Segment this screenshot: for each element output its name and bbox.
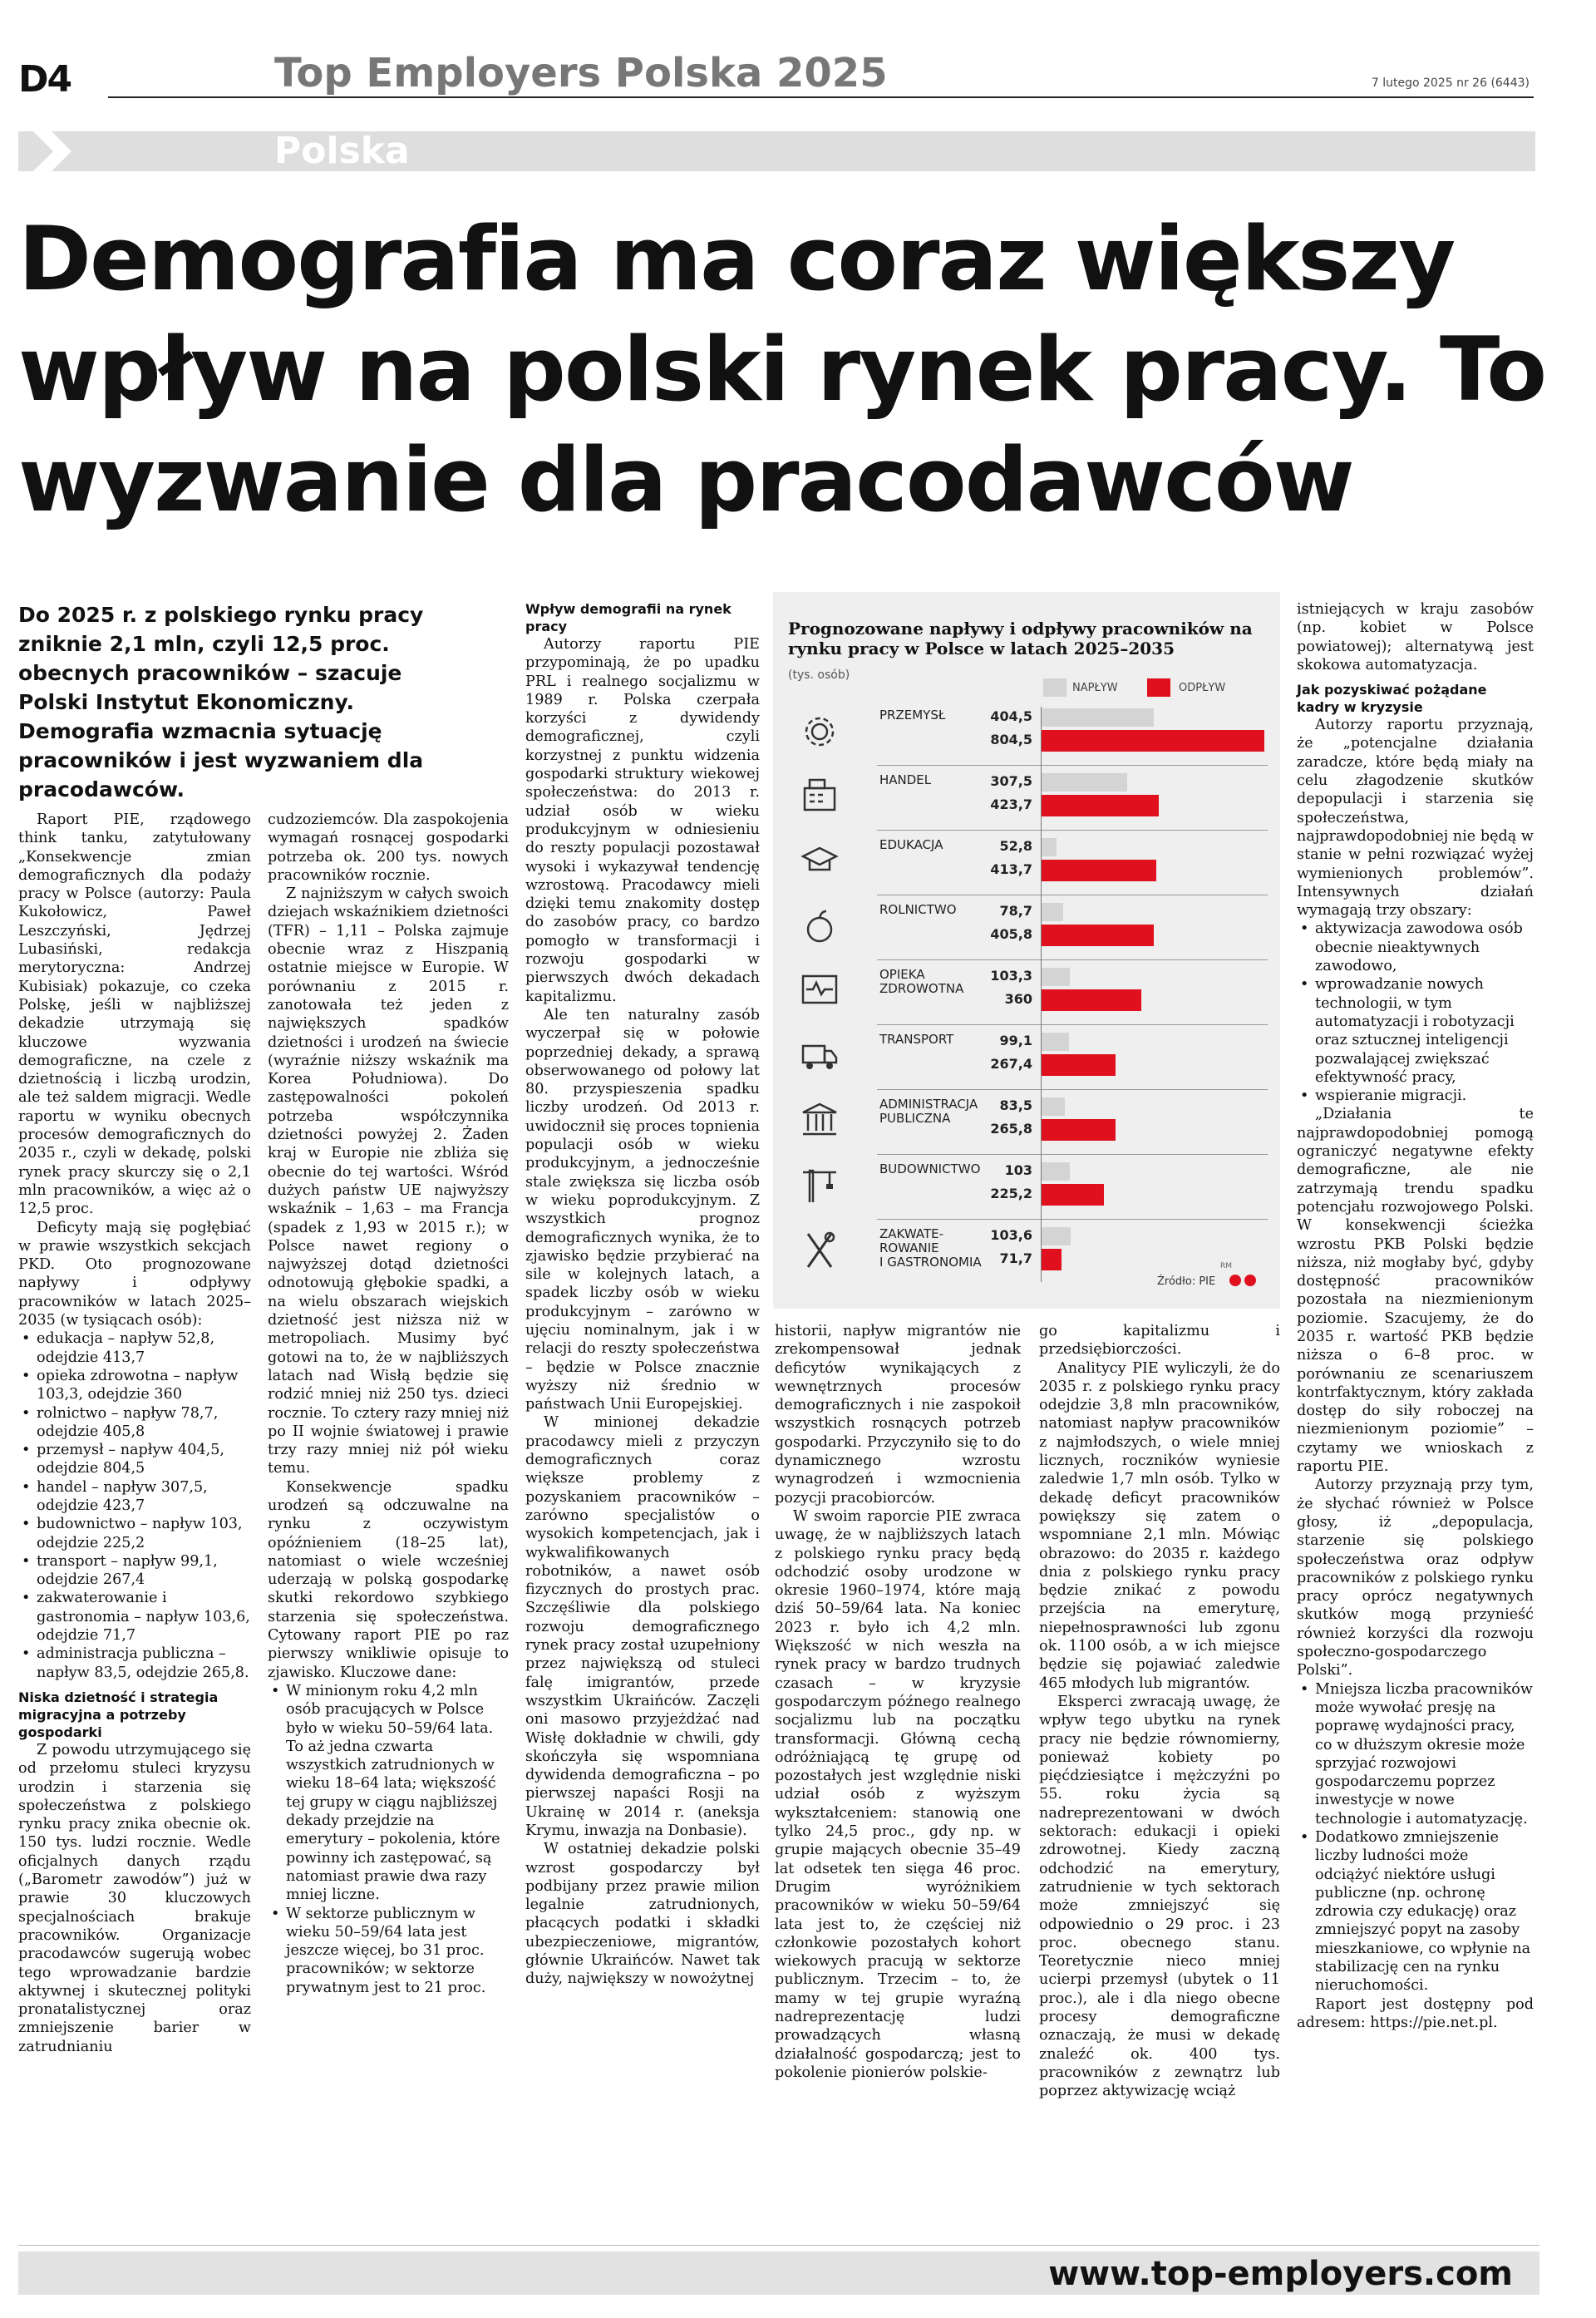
category-label: OPIEKA ZDROWOTNA <box>879 967 964 996</box>
inflow-bar <box>1042 1227 1071 1245</box>
category-label: ZAKWATE- ROWANIE I GASTRONOMIA <box>879 1226 982 1270</box>
article-column-5 <box>1039 1322 1280 2100</box>
page-label: D4 <box>18 58 71 101</box>
supplement-title: Top Employers Polska 2025 <box>274 50 888 96</box>
inflow-bar <box>1042 968 1070 986</box>
paragraph: cudzoziemców. Dla zaspokojenia wymagań rosnącej gospodarki potrzeba ok. 200 tys. nowych pracowników rocznie. <box>268 811 509 884</box>
inflow-value-label: 78,7 <box>999 903 1032 919</box>
list-item: • budownictwo – napływ 103, odejdzie 225,2 <box>37 1515 251 1552</box>
row-separator <box>877 1024 1268 1025</box>
header-rule <box>108 96 1534 98</box>
outflow-value-label: 265,8 <box>990 1121 1032 1137</box>
list-item: • W sektorze publicznym w wieku 50–59/64 lata jest jeszcze więcej, bo 31 proc. pracowników; w sektorze prywatnym jest to 21 proc. <box>286 1905 509 1997</box>
building-columns-icon <box>800 1101 840 1141</box>
list-item: • transport – napływ 99,1, odejdzie 267,4 <box>37 1552 251 1590</box>
gear-icon <box>800 712 840 752</box>
list-item: • wspieranie migracji. <box>1315 1087 1534 1105</box>
apple-icon <box>800 906 840 946</box>
inflow-value-label: 103 <box>1004 1162 1032 1178</box>
action-areas-list <box>1297 920 1534 1105</box>
key-data-list <box>268 1682 509 1997</box>
outflow-bar <box>1042 989 1141 1011</box>
chart-source: Źródło: PIE <box>1157 1275 1216 1288</box>
category-label: BUDOWNICTWO <box>879 1161 981 1176</box>
legend-outflow: ODPŁYW <box>1179 682 1226 694</box>
inflow-bar <box>1042 1097 1065 1116</box>
inflow-value-label: 99,1 <box>999 1033 1032 1048</box>
list-item: • zakwaterowanie i gastronomia – napływ 103,6, odejdzie 71,7 <box>37 1589 251 1645</box>
paragraph: Analitycy PIE wyliczyli, że do 2035 r. z polskiego rynku pracy odejdzie 3,8 mln pracowników, natomiast napływ pracowników z najmłodszych, o wiele mniej licznych, roczników wyniesie zaledwie 1,7 mln osób. Tylko w dekadę deficyt pracowników powiększy się zatem o wspomniane 2,1 mln. Mówiąc obrazowo: do 2035 r. każdego dnia z polskiego rynku pracy będzie znikać z powodu przejścia na emeryturę, niepełnosprawności lub zgonu ok. 1100 osób, a w ich miejsce będzie się pojawiać zaledwie 465 młodych lub migrantów. <box>1039 1359 1280 1692</box>
row-separator <box>877 830 1268 831</box>
outflow-value-label: 225,2 <box>990 1186 1032 1201</box>
paragraph: Autorzy raportu przyznają, że „potencjalne działania zaradcze, które będą miały na celu złagodzenie skutków depopulacji i starzenia się społeczeństwa, najprawdopodobniej nie będą w stanie w pełni rozwiązać wyżej wymienionych problemów”. Intensywnych działań wymagają trzy obszary: <box>1297 717 1534 920</box>
paragraph: Ale ten naturalny zasób wyczerpał się w połowie poprzedniej dekady, a sprawą obserwowanego od połowy lat 80. przyspieszenia spadku liczby urodzeń. Od 2013 r. uwidocznił się proces topnienia populacji osób w wieku produkcyjnym, a jednocześnie stale zwiększa się liczba osób w wieku poprodukcyjnym. Z wszystkich prognoz demograficznych wynika, że to zjawisko będzie przybierać na sile w kolejnych latach, a spadek liczby osób w wieku produkcyjnym – zarówno w ujęciu nominalnym, jak i w relacji do reszty społeczeństwa – będzie w Polsce znacznie wyższy niż średnio w państwach Unii Europejskiej. <box>525 1006 760 1413</box>
outflow-bar <box>1042 1249 1062 1270</box>
paragraph: W swoim raporcie PIE zwraca uwagę, że w najbliższych latach z polskiego rynku pracy będą odchodzić osoby urodzone w okresie 1960–1974, które mają dziś 50–59/64 lata. Na koniec 2023 r. było ich 4,2 mln. Większość w nich weszła na rynek pracy w bardzo trudnych czasach – w kryzysie gospodarczym późnego realnego socjalizmu lub na początku transformacji. Główną cechą odróżniającą tę grupę od pozostałych jest względnie niski udział osób z wyższym wykształceniem: stanowią one tylko 24,5 proc., gdy np. w grupie mających obecnie 35–49 lat odsetek ten sięga 46 proc. Drugim wyróżnikiem pracowników w wieku 50–59/64 lata jest to, że częściej niż członkowie pozostałych kohort wiekowych pracują w sektorze publicznym. Trzecim – to, że mamy w tej grupie wyraźną nadreprezentację ludzi prowadzących własną działalność gospodarczą; jest to pokolenie pionierów polskie- <box>775 1507 1021 2081</box>
inflow-value-label: 103,6 <box>990 1227 1032 1243</box>
outflow-value-label: 267,4 <box>990 1056 1032 1072</box>
outflow-bar <box>1042 1119 1116 1141</box>
article-column-1 <box>18 811 251 2056</box>
rp-logo-icon <box>1229 1274 1259 1287</box>
benefits-list <box>1297 1680 1534 1995</box>
section-name: Polska <box>274 130 410 172</box>
inflow-bar <box>1042 1033 1069 1051</box>
row-separator <box>877 1219 1268 1220</box>
chart-title: Prognozowane napływy i odpływy pracowników na rynku pracy w Polsce w latach 2025–2035 <box>788 619 1253 658</box>
inflow-bar <box>1042 773 1127 792</box>
paragraph: W minionej dekadzie pracodawcy mieli z przyczyn demograficznych coraz większe problemy z pozyskaniem pracowników – zarówno specjalistów o wysokich kompetencjach, jak i wykwalifikowanych robotników, a nawet osób fizycznych do prostych prac. Szczęśliwie dla polskiego rozwoju demograficznego rynek pracy został uzupełniony przez największą od stuleci falę imigrantów, przede wszystkim Ukraińców. Zaczęli oni masowo przyjeżdżać nad Wisłę dokładnie w chwili, gdy skończyła się wspomniana dywidenda demograficzna – po pierwszej napaści Rosji na Ukrainę w 2014 r. (aneksja Krymu, inwazja na Donbasie). <box>525 1414 760 1839</box>
paragraph: Deficyty mają się pogłębiać w prawie wszystkich sekcjach PKD. Oto prognozowane napływy i odpływy pracowników w latach 2025–2035 (w tysiącach osób): <box>18 1219 251 1329</box>
row-separator <box>877 765 1268 766</box>
outflow-value-label: 360 <box>1004 991 1032 1007</box>
cutlery-icon <box>800 1231 840 1270</box>
list-item: • handel – napływ 307,5, odejdzie 423,7 <box>37 1478 251 1516</box>
outflow-value-label: 804,5 <box>990 732 1032 747</box>
truck-icon <box>800 1036 840 1076</box>
legend-swatch-outflow <box>1147 678 1170 697</box>
graduation-cap-icon <box>800 841 840 881</box>
category-label: EDUKACJA <box>879 837 943 852</box>
paragraph: historii, napływ migrantów nie zrekompensował jednak deficytów wynikających z wewnętrznych procesów demograficznych i nie zaspokoił wszystkich rosnących potrzeb gospodarki. Przyczyniło się to do dynamicznego wzrostu wynagrodzeń i wzmocnienia pozycji pracobiorców. <box>775 1323 1021 1507</box>
list-item: • przemysł – napływ 404,5, odejdzie 804,5 <box>37 1441 251 1478</box>
outflow-bar <box>1042 925 1154 946</box>
list-item: • Mniejsza liczba pracowników może wywołać presję na poprawę wydajności pracy, co w dłuższym okresie może sprzyjać rozwojowi gospodarczemu poprzez inwestycje w nowe technologie i automatyzację. <box>1315 1680 1534 1828</box>
list-item: • edukacja – napływ 52,8, odejdzie 413,7 <box>37 1329 251 1367</box>
lead-paragraph: Do 2025 r. z polskiego rynku pracy zniknie 2,1 mln, czyli 12,5 proc. obecnych pracowników – szacuje Polski Instytut Ekonomiczny. Demografia wzmacnia sytuację pracowników i jest wyzwaniem dla pracodawców. <box>18 603 424 801</box>
paragraph: istniejących w kraju zasobów (np. kobiet w Polsce powiatowej); alternatywą jest skokowa automatyzacja. <box>1297 601 1534 673</box>
footer-url[interactable]: www.top-employers.com <box>1048 2255 1513 2293</box>
row-separator <box>877 1154 1268 1155</box>
category-label: ADMINISTRACJA PUBLICZNA <box>879 1097 978 1126</box>
heart-monitor-icon <box>800 971 840 1011</box>
inflow-bar <box>1042 1162 1070 1181</box>
paragraph: Eksperci zwracają uwagę, że wpływ tego ubytku na rynek pracy nie będzie równomierny, ponieważ kobiety po pięćdziesiątce i mężczyźni po 55. roku życia są nadreprezentowani w dwóch sektorach: edukacji i opieki zdrowotnej. Kiedy zaczną odchodzić na emerytury, zatrudnienie w tych sektorach może zmniejszyć się odpowiednio o 29 proc. i 23 proc. obecnego stanu. Teoretycznie nieco mniej ucierpi przemysł (ubytek o 11 proc.), ale i dla niego obecne procesy demograficzne oznaczają, że musi w dekadę znaleźć ok. 400 tys. pracowników z zewnątrz lub poprzez aktywizację wciąż <box>1039 1693 1280 2100</box>
list-item: • Dodatkowo zmniejszenie liczby ludności może odciążyć niektóre usługi publiczne (np. ochronę zdrowia czy edukację) oraz zmniejszyć popyt na zasoby mieszkaniowe, co wpłynie na stabilizację cen na rynku nieruchomości. <box>1315 1828 1534 1995</box>
outflow-bar <box>1042 795 1159 816</box>
list-item: • rolnictwo – napływ 78,7, odejdzie 405,8 <box>37 1404 251 1442</box>
outflow-bar <box>1042 730 1264 752</box>
subheading: Jak pozyskiwać pożądane kadry w kryzysie <box>1297 682 1487 716</box>
list-item: • administracja publiczna – napływ 83,5, odejdzie 265,8. <box>37 1645 251 1682</box>
chart-axis <box>1041 707 1042 1282</box>
inflow-bar <box>1042 838 1057 856</box>
paragraph: Z powodu utrzymującego się od przełomu stuleci kryzysu urodzin i starzenia się społeczeństwa z polskiego rynku pracy znika obecnie ok. 150 tys. ludzi rocznie. Wedle oficjalnych danych rządu („Barometr zawodów”) już w prawie 30 kluczowych specjalnościach brakuje pracowników. Organizacje pracodawców sugerują wobec tego wprowadzanie bardzie aktywnej i skutecznej polityki pronatalistycznej oraz zmniejszenie barier w zatrudnianiu <box>18 1741 251 2055</box>
list-item: • aktywizacja zawodowa osób obecnie nieaktywnych zawodowo, <box>1315 920 1534 975</box>
list-item: • opieka zdrowotna – napływ 103,3, odejdzie 360 <box>37 1367 251 1404</box>
chevron-right-icon <box>33 131 91 171</box>
paragraph: W ostatniej dekadzie polski wzrost gospodarczy był podbijany przez prawie milion legalnie zatrudnionych, płacących podatki i składki ubezpieczeniowe, migrantów, głównie Ukraińców. Nawet tak duży, największy w nowożytnej <box>525 1841 760 1988</box>
paragraph: Raport PIE, rządowego think tanku, zatytułowany „Konsekwencje zmian demograficznych dla podaży pracy w Polsce (autorzy: Paula Kukołowicz, Paweł Leszczyński, Jędrzej Lubasiński, redakcja merytoryczna: Andrzej Kubisiak) pokazuje, co czeka Polskę, jeśli w najbliższej dekadzie utrzymają się kluczowe wyzwania demograficzne, na czele z dzietnością i liczbą urodzin, ale też saldem migracji. Wedle raportu w wyniku obecnych procesów demograficznych do 2035 r., czyli w dekadę, polski rynek pracy skurczy się o 2,1 mln pracowników, a więc aż o 12,5 proc. <box>18 811 251 1218</box>
inflow-value-label: 103,3 <box>990 968 1032 984</box>
crane-icon <box>800 1166 840 1206</box>
section-bar <box>18 131 1535 171</box>
issue-date: 7 lutego 2025 nr 26 (6443) <box>1371 76 1530 90</box>
chart-credit: RM <box>1220 1262 1233 1270</box>
list-item: • wprowadzanie nowych technologii, w tym automatyzacji i robotyzacji oraz sztucznej inteligencji pozwalającej zwiększać efektywność pracy, <box>1315 975 1534 1087</box>
legend-inflow: NAPŁYW <box>1072 682 1118 694</box>
subheading: Niska dzietność i strategia migracyjna a potrzeby gospodarki <box>18 1689 219 1740</box>
article-column-6 <box>1297 600 1534 2032</box>
list-item: • W minionym roku 4,2 mln osób pracujących w Polsce było w wieku 50–59/64 lata. To aż jedna czwarta wszystkich zatrudnionych w wieku 18–64 lata; większość tej grupy w ciągu najbliższej dekady przejdzie na emerytury – pokolenia, które powinny ich zastępować, są natomiast prawie dwa razy mniej liczne. <box>286 1682 509 1905</box>
category-label: PRZEMYSŁ <box>879 708 946 723</box>
article-column-2 <box>268 811 509 1997</box>
article-column-3 <box>525 600 760 1989</box>
outflow-list <box>18 1329 251 1682</box>
paragraph: Autorzy raportu PIE przypominają, że po upadku PRL i realnego socjalizmu w 1989 r. Polska czerpała korzyści z dywidendy demograficznej, czyli korzystnej z punktu widzenia gospodarki struktury wiekowej społeczeństwa: do 2013 r. udział osób w wieku produkcyjnym w odniesieniu do reszty populacji pozostawał wysoki i wykazywał tendencję wzrostową. Pracodawcy mieli dzięki temu znakomity dostęp do zasobów pracy, co bardzo pomogło w transformacji i rozwoju gospodarki w pierwszych dwóch dekadach kapitalizmu. <box>525 636 760 1005</box>
article-column-4 <box>775 1322 1021 2082</box>
row-separator <box>877 1089 1268 1090</box>
outflow-bar <box>1042 860 1156 881</box>
category-label: ROLNICTWO <box>879 902 957 917</box>
inflow-value-label: 404,5 <box>990 708 1032 724</box>
outflow-value-label: 413,7 <box>990 861 1032 877</box>
paragraph: Autorzy przyznają przy tym, że słychać również w Polsce głosy, iż „depopulacja, starzenie się polskiego społeczeństwa oraz odpływ pracowników z polskiego rynku pracy oprócz negatywnych skutków mogą przynieść również korzyści dla rozwoju społeczno-gospodarczego Polski”. <box>1297 1477 1534 1679</box>
inflow-value-label: 307,5 <box>990 773 1032 789</box>
inflow-bar <box>1042 708 1154 727</box>
outflow-value-label: 405,8 <box>990 926 1032 942</box>
cash-register-icon <box>800 777 840 816</box>
category-label: HANDEL <box>879 772 932 787</box>
paragraph: „Działania te najprawdopodobniej pomogą ograniczyć negatywne efekty demograficzne, ale nie zatrzymają trendu spadku potencjału rozwojowego Polski. W konsekwencji ścieżka wzrostu PKB Polski będzie niższa, niż mogłaby być, gdyby dostępność pracowników pozostała na niezmienionym poziomie. Szacujemy, że do 2035 r. wartość PKB będzie niższa o 6–8 proc. w porównaniu ze scenariuszem kontrfaktycznym, który zakłada dostęp do siły roboczej na niezmienionym poziomie” – czytamy we wnioskach z raportu PIE. <box>1297 1106 1534 1476</box>
footer-rule <box>18 2245 1539 2246</box>
headline: Demografia ma coraz większy wpływ na polski rynek pracy. To wyzwanie dla pracodawców <box>18 208 1546 531</box>
subheading: Wpływ demografii na rynek pracy <box>525 601 732 634</box>
row-separator <box>877 959 1268 960</box>
legend-swatch-inflow <box>1043 678 1066 697</box>
outflow-bar <box>1042 1054 1116 1076</box>
outflow-value-label: 71,7 <box>999 1250 1032 1266</box>
paragraph: Konsekwencje spadku urodzeń są odczuwalne na rynku z oczywistym opóźnieniem (18–25 lat), natomiast o wiele wcześniej uderzają w polską gospodarkę skutki rekordowo szybkiego starzenia się społeczeństwa. Cytowany raport PIE po raz pierwszy wnikliwie opisuje to zjawisko. Kluczowe dane: <box>268 1478 509 1681</box>
inflow-value-label: 83,5 <box>999 1097 1032 1113</box>
paragraph: go kapitalizmu i przedsiębiorczości. <box>1039 1323 1280 1359</box>
inflow-bar <box>1042 903 1063 921</box>
category-label: TRANSPORT <box>879 1032 954 1047</box>
outflow-bar <box>1042 1184 1104 1206</box>
inflow-value-label: 52,8 <box>999 838 1032 854</box>
paragraph: Raport jest dostępny pod adresem: https://pie.net.pl. <box>1297 1995 1534 2031</box>
outflow-value-label: 423,7 <box>990 797 1032 812</box>
chart-unit: (tys. osób) <box>788 668 850 682</box>
paragraph: Z najniższym w całych swoich dziejach wskaźnikiem dzietności (TFR) – 1,11 – Polska zajmuje obecnie wraz z Hiszpanią ostatnie miejsce w Europie. W porównaniu z 2015 r. zanotowała też jeden z największych spadków dzietności i urodzeń na świecie (wyraźnie niższy wskaźnik ma Korea Południowa). Do zastępowalności pokoleń potrzeba współczynnika dzietności powyżej 2. Żaden kraj w Europie nie zbliża się obecnie do tej wartości. Wśród dużych państw UE najwyższy wskaźnik – 1,63 – ma Francja (spadek z 1,93 w 2015 r.); w Polsce nawet regiony o najwyższej dotąd dzietności odnotowują głębokie spadki, a na wielu obszarach wiejskich dzietność jest niższa niż w metropoliach. Musimy być gotowi na to, że w najbliższych latach nad Wisłą będzie się rodzić mniej niż 250 tys. dzieci rocznie. To cztery razy mniej niż po II wojnie światowej i prawie trzy razy mniej niż pół wieku temu. <box>268 885 509 1477</box>
